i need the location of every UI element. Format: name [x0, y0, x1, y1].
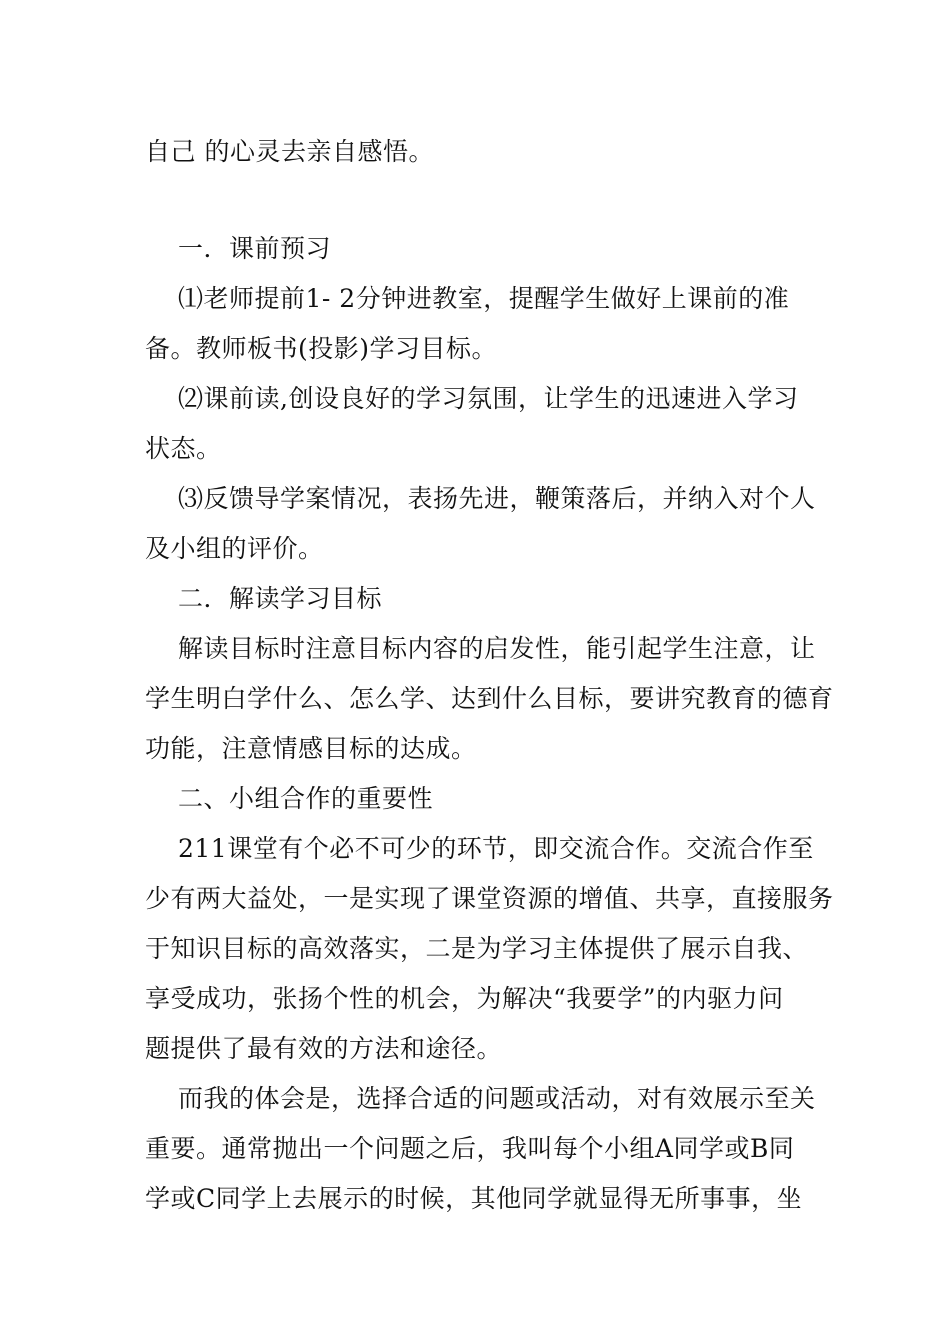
paragraph-line: 而我的体会是，选择合适的问题或活动，对有效展示至关 [178, 1084, 816, 1113]
paragraph-line: ⑶反馈导学案情况，表扬先进，鞭策落后，并纳入对个人 [178, 484, 816, 513]
paragraph-line: 功能，注意情感目标的达成。 [145, 734, 477, 763]
paragraph-line: ⑵课前读,创设良好的学习氛围，让学生的迅速进入学习 [178, 384, 799, 413]
paragraph-line: 题提供了最有效的方法和途径。 [145, 1034, 503, 1063]
paragraph-line: 及小组的评价。 [145, 534, 324, 563]
paragraph-line: 备。教师板书(投影)学习目标。 [145, 334, 498, 363]
paragraph-line: 重要。通常抛出一个问题之后，我叫每个小组A同学或B同 [145, 1134, 795, 1163]
paragraph-line: 少有两大益处，一是实现了课堂资源的增值、共享，直接服务 [145, 884, 834, 913]
paragraph-line: 解读目标时注意目标内容的启发性，能引起学生注意，让 [178, 634, 816, 663]
paragraph-line: 享受成功，张扬个性的机会，为解决“我要学”的内驱力问 [145, 984, 784, 1013]
paragraph-line: 学生明白学什么、怎么学、达到什么目标，要讲究教育的德育 [145, 684, 834, 713]
section-heading-group-cooperation: 二、小组合作的重要性 [178, 784, 434, 813]
paragraph-line: 211课堂有个必不可少的环节，即交流合作。交流合作至 [178, 834, 814, 863]
section-heading-objectives: 二．解读学习目标 [178, 584, 383, 613]
paragraph-line: 于知识目标的高效落实，二是为学习主体提供了展示自我、 [145, 934, 809, 963]
paragraph-line: ⑴老师提前1- 2分钟进教室，提醒学生做好上课前的准 [178, 284, 790, 313]
text-line-continuation: 自己 的心灵去亲自感悟。 [145, 137, 434, 166]
section-heading-preview: 一．课前预习 [178, 234, 332, 263]
paragraph-line: 学或C同学上去展示的时候，其他同学就显得无所事事，坐 [145, 1184, 803, 1213]
paragraph-line: 状态。 [145, 434, 222, 463]
